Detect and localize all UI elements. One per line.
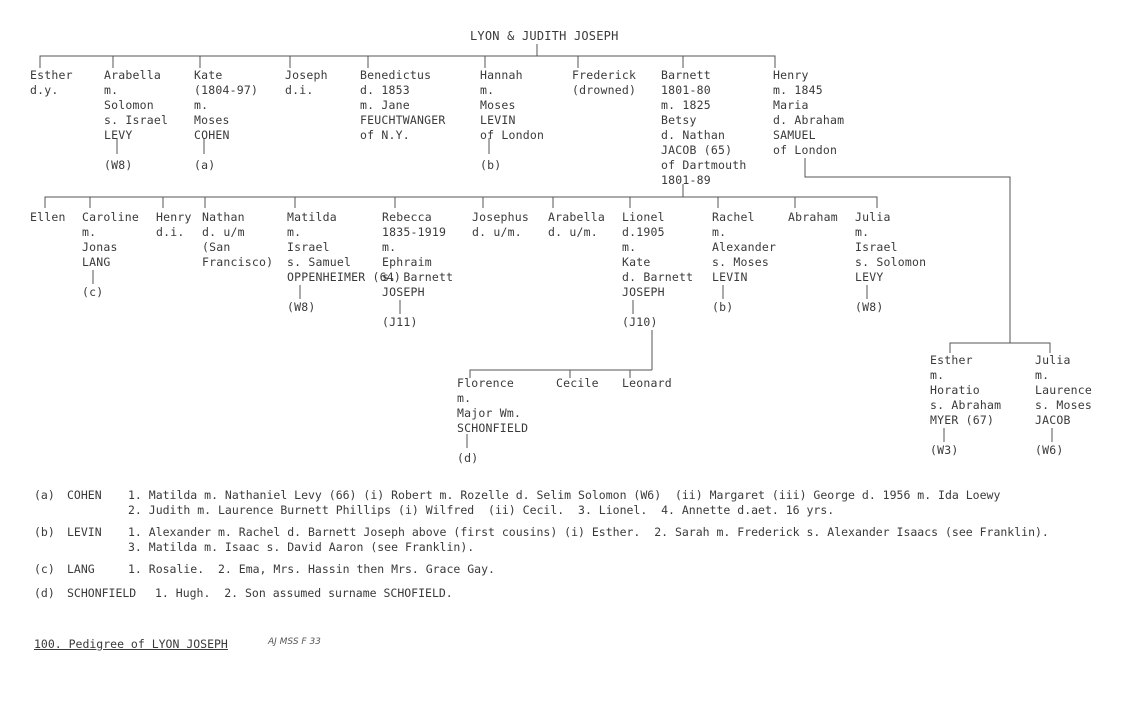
person-line: Solomon — [104, 98, 154, 112]
person-line: of London — [480, 128, 545, 142]
generation1-person — [104, 68, 168, 173]
person-line: Esther — [930, 353, 973, 367]
person-line: Matilda — [287, 210, 337, 224]
person-line: m. 1845 — [773, 83, 823, 97]
person-line: Francisco) — [202, 255, 274, 269]
person-line: Israel — [855, 240, 898, 254]
person-line: s. Moses — [712, 255, 769, 269]
person-line: Joseph — [285, 68, 328, 82]
person-line — [1035, 428, 1092, 443]
person-line: d.i. — [285, 83, 314, 97]
person-line: (W8) — [855, 300, 884, 314]
person-line: Moses — [194, 113, 230, 127]
generation2-person — [548, 210, 605, 240]
person-line: Frederick — [572, 68, 637, 82]
generation2-person — [855, 210, 926, 315]
generation3-lionel-person — [622, 376, 672, 391]
person-line: Horatio — [930, 383, 980, 397]
person-line: s. Abraham — [930, 398, 1002, 412]
person-line: Rebecca — [382, 210, 432, 224]
person-line: (d) — [457, 451, 479, 465]
person-line — [194, 143, 258, 158]
person-line: Leonard — [622, 376, 672, 390]
person-line: JOSEPH — [382, 285, 425, 299]
person-line: m. — [622, 240, 637, 254]
footnote-family-name: LEVIN — [67, 525, 102, 539]
person-line: Cecile — [556, 376, 599, 390]
person-line: Florence — [457, 376, 514, 390]
person-line: (a) — [194, 158, 216, 172]
generation1-person — [30, 68, 73, 98]
person-line: s. Moses — [1035, 398, 1092, 412]
person-line: d. Barnett — [622, 270, 694, 284]
person-line: (W8) — [287, 300, 316, 314]
person-line: m. 1825 — [661, 98, 711, 112]
footnote-label: (c) — [34, 562, 55, 576]
person-line: m. — [855, 225, 870, 239]
footnote-text: 1. Alexander m. Rachel d. Barnett Joseph above (first cousins) (i) Esther. 2. Sarah m. Frederick s. Alexander Isaacs (see Franklin). — [128, 525, 1049, 539]
person-line: Caroline — [82, 210, 139, 224]
person-line: JACOB — [1035, 413, 1071, 427]
person-line: d. Abraham — [773, 113, 845, 127]
person-line: s. Barnett — [382, 270, 454, 284]
person-line: Laurence — [1035, 383, 1092, 397]
generation2-person — [788, 210, 838, 225]
person-line: m. Jane — [360, 98, 410, 112]
person-line: Jonas — [82, 240, 118, 254]
person-line: Alexander — [712, 240, 777, 254]
person-line: of N.Y. — [360, 128, 410, 142]
person-line: Israel — [287, 240, 330, 254]
generation1-person — [480, 68, 544, 173]
person-line: Josephus — [472, 210, 529, 224]
person-line: d.1905 — [622, 225, 665, 239]
person-line: Henry — [156, 210, 192, 224]
footnote-text: 1. Hugh. 2. Son assumed surname SCHOFIELD. — [155, 586, 453, 600]
person-line: Julia — [855, 210, 891, 224]
handwritten-note: AJ MSS F 33 — [268, 637, 321, 647]
generation2-person — [156, 210, 192, 240]
footnote-text: 3. Matilda m. Isaac s. David Aaron (see Franklin). — [128, 540, 475, 554]
person-line: d.y. — [30, 83, 59, 97]
person-line: Maria — [773, 98, 809, 112]
person-line: Barnett — [661, 68, 711, 82]
person-line: (drowned) — [572, 83, 637, 97]
person-line — [855, 285, 926, 300]
person-line: (W8) — [104, 158, 133, 172]
person-line: Betsy — [661, 113, 697, 127]
person-line: m. — [382, 240, 397, 254]
person-line: m. — [287, 225, 302, 239]
person-line: (c) — [82, 285, 104, 299]
person-line: Kate — [622, 255, 651, 269]
person-line: m. — [1035, 368, 1050, 382]
person-line: LEVY — [104, 128, 133, 142]
person-line: (J11) — [382, 315, 418, 329]
person-line: Nathan — [202, 210, 245, 224]
generation3-henry-person — [1035, 353, 1092, 458]
footnote-text: 1. Rosalie. 2. Ema, Mrs. Hassin then Mrs. Grace Gay. — [128, 562, 495, 576]
person-line — [457, 436, 528, 451]
person-line: Benedictus — [360, 68, 432, 82]
footnote-text: 2. Judith m. Laurence Burnett Phillips (i) Wilfred (ii) Cecil. 3. Lionel. 4. Annette d.aet. 16 yrs. — [128, 503, 835, 517]
person-line: Hannah — [480, 68, 523, 82]
person-line: (San — [202, 240, 231, 254]
generation2-person — [30, 210, 66, 225]
person-line: of Dartmouth — [661, 158, 747, 172]
person-line: Kate — [194, 68, 223, 82]
person-line: Arabella — [104, 68, 161, 82]
person-line: LEVY — [855, 270, 884, 284]
person-line: (J10) — [622, 315, 658, 329]
generation2-person — [82, 210, 139, 300]
person-line: Julia — [1035, 353, 1071, 367]
person-line — [930, 428, 1001, 443]
person-line: m. — [82, 225, 97, 239]
person-line: 1801-89 — [661, 173, 711, 187]
generation2-person — [472, 210, 529, 240]
person-line: Moses — [480, 98, 516, 112]
generation3-henry-person — [930, 353, 1001, 458]
person-line: d. 1853 — [360, 83, 410, 97]
person-line: s. Samuel — [287, 255, 352, 269]
person-line: LANG — [82, 255, 111, 269]
person-line: (b) — [480, 158, 502, 172]
person-line: m. — [104, 83, 119, 97]
person-line: Lionel — [622, 210, 665, 224]
footnote-label: (b) — [34, 525, 55, 539]
figure-caption: 100. Pedigree of LYON JOSEPH — [34, 637, 228, 651]
person-line: (W6) — [1035, 443, 1064, 457]
generation2-person — [622, 210, 693, 330]
generation1-person — [661, 68, 746, 188]
person-line: s. Solomon — [855, 255, 927, 269]
generation2-person — [712, 210, 776, 315]
generation3-lionel-person — [457, 376, 528, 466]
person-line: Arabella — [548, 210, 605, 224]
person-line: Henry — [773, 68, 809, 82]
person-line — [622, 300, 693, 315]
footnote-family-name: COHEN — [67, 488, 102, 502]
root-couple: LYON & JUDITH JOSEPH — [470, 29, 619, 43]
generation1-person — [285, 68, 328, 98]
footnote-family-name: SCHONFIELD — [67, 586, 137, 600]
footnote-label: (a) — [34, 488, 55, 502]
person-line: m. — [480, 83, 495, 97]
person-line — [712, 285, 776, 300]
footnote-text: 1. Matilda m. Nathaniel Levy (66) (i) Robert m. Rozelle d. Selim Solomon (W6) (ii) Margaret (iii) George d. 1956 m. Ida Loewy — [128, 488, 1001, 502]
person-line — [382, 300, 453, 315]
person-line: Ephraim — [382, 255, 432, 269]
generation1-person — [773, 68, 844, 158]
person-line: Major Wm. — [457, 406, 522, 420]
person-line: MYER (67) — [930, 413, 995, 427]
person-line: LEVIN — [480, 113, 516, 127]
generation2-person — [202, 210, 273, 270]
person-line: Abraham — [788, 210, 838, 224]
person-line: JACOB (65) — [661, 143, 733, 157]
person-line: 1801-80 — [661, 83, 711, 97]
generation1-person — [572, 68, 636, 98]
generation3-lionel-person — [556, 376, 599, 391]
person-line: (1804-97) — [194, 83, 259, 97]
person-line: OPPENHEIMER (64) — [287, 270, 401, 284]
person-line — [82, 270, 139, 285]
person-line: of London — [773, 143, 838, 157]
person-line: SCHONFIELD — [457, 421, 529, 435]
person-line: Rachel — [712, 210, 755, 224]
footnote-label: (d) — [34, 586, 55, 600]
person-line: s. Israel — [104, 113, 169, 127]
person-line: d. Nathan — [661, 128, 726, 142]
footnote-family-name: LANG — [67, 562, 95, 576]
person-line: m. — [930, 368, 945, 382]
person-line — [480, 143, 544, 158]
person-line: d. u/m. — [472, 225, 522, 239]
person-line: d. u/m — [202, 225, 245, 239]
person-line: JOSEPH — [622, 285, 665, 299]
generation1-person — [194, 68, 258, 173]
person-line: FEUCHTWANGER — [360, 113, 446, 127]
person-line: SAMUEL — [773, 128, 816, 142]
person-line: COHEN — [194, 128, 230, 142]
generation1-person — [360, 68, 445, 143]
person-line: (W3) — [930, 443, 959, 457]
person-line: 1835-1919 — [382, 225, 447, 239]
person-line: d.i. — [156, 225, 185, 239]
generation2-person — [382, 210, 453, 330]
person-line — [104, 143, 168, 158]
person-line: m. — [457, 391, 472, 405]
person-line: (b) — [712, 300, 734, 314]
person-line: Esther — [30, 68, 73, 82]
person-line: LEVIN — [712, 270, 748, 284]
person-line: Ellen — [30, 210, 66, 224]
person-line: d. u/m. — [548, 225, 598, 239]
person-line: m. — [194, 98, 209, 112]
person-line: m. — [712, 225, 727, 239]
